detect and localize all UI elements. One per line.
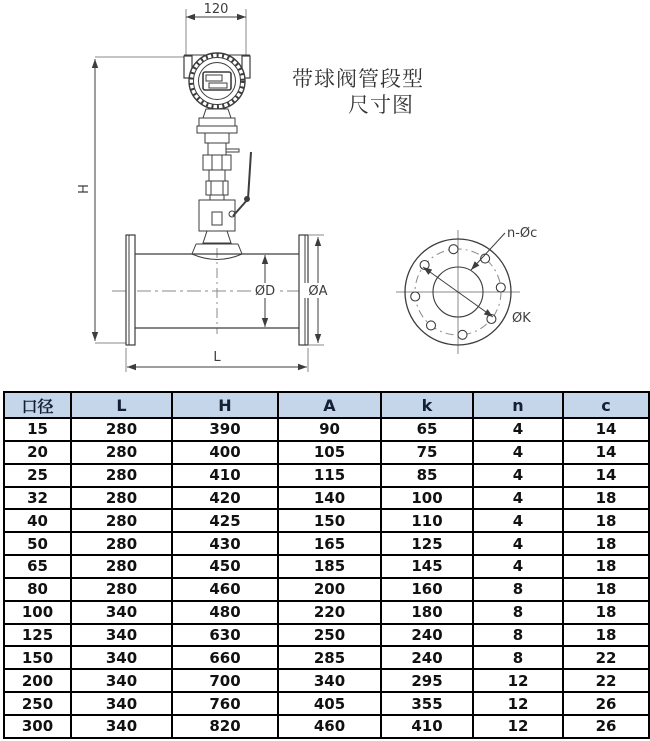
table-row: [4, 509, 649, 532]
table-cell: 340: [71, 624, 172, 647]
table-cell: 180: [381, 601, 473, 624]
valve-handle: [233, 152, 251, 216]
header-cell-diameter: 口径: [4, 392, 71, 418]
table-cell: 340: [71, 669, 172, 692]
table-cell: 14: [563, 418, 649, 441]
table-row: [4, 601, 649, 624]
table-cell: 460: [278, 715, 381, 738]
table-cell: 18: [563, 555, 649, 578]
table-cell: 165: [278, 532, 381, 555]
dim-label-K: ØK: [512, 311, 531, 326]
table-cell: 300: [4, 715, 71, 738]
table-cell: 25: [4, 464, 71, 487]
table-cell: 410: [172, 464, 278, 487]
bleed-pin: [226, 149, 239, 152]
table-cell: 105: [278, 441, 381, 464]
table-row: [4, 578, 649, 601]
table-cell: 125: [381, 532, 473, 555]
table-cell: 760: [172, 692, 278, 715]
table-cell: 110: [381, 509, 473, 532]
table-cell: 4: [473, 509, 563, 532]
table-cell: 410: [381, 715, 473, 738]
table-cell: 240: [381, 646, 473, 669]
table-cell: 8: [473, 601, 563, 624]
table-cell: 20: [4, 441, 71, 464]
table-cell: 405: [278, 692, 381, 715]
table-cell: 18: [563, 532, 649, 555]
dim-label-dia-A: ØA: [308, 284, 328, 299]
table-cell: 14: [563, 441, 649, 464]
table-cell: 18: [563, 578, 649, 601]
table-cell: 280: [71, 441, 172, 464]
dimension-L: [126, 348, 308, 372]
drawing-title-line2: 尺寸图: [348, 94, 414, 117]
table-cell: 115: [278, 464, 381, 487]
table-cell: 480: [172, 601, 278, 624]
table-cell: 150: [4, 646, 71, 669]
table-cell: 4: [473, 487, 563, 510]
table-cell: 285: [278, 646, 381, 669]
table-cell: 4: [473, 532, 563, 555]
table-row: [4, 464, 649, 487]
table-cell: 355: [381, 692, 473, 715]
table-cell: 340: [278, 669, 381, 692]
table-cell: 295: [381, 669, 473, 692]
table-cell: 400: [172, 441, 278, 464]
dim-label-120: 120: [203, 2, 229, 17]
dim-label-H: H: [77, 184, 92, 194]
table-cell: 50: [4, 532, 71, 555]
dimension-table-body: [4, 418, 649, 738]
table-row: [4, 646, 649, 669]
table-cell: 12: [473, 715, 563, 738]
table-cell: 100: [4, 601, 71, 624]
table-cell: 340: [71, 715, 172, 738]
table-cell: 280: [71, 464, 172, 487]
table-cell: 65: [4, 555, 71, 578]
meter-transmitter-head: [184, 53, 250, 126]
dim-label-L: L: [213, 350, 221, 365]
table-cell: 250: [278, 624, 381, 647]
table-cell: 12: [473, 669, 563, 692]
stem-and-ball-valve: [192, 126, 251, 260]
table-cell: 340: [71, 601, 172, 624]
table-cell: 15: [4, 418, 71, 441]
table-cell: 12: [473, 692, 563, 715]
table-cell: 85: [381, 464, 473, 487]
table-row: [4, 487, 649, 510]
table-cell: 700: [172, 669, 278, 692]
table-cell: 90: [278, 418, 381, 441]
table-cell: 100: [381, 487, 473, 510]
table-cell: 280: [71, 487, 172, 510]
table-row: [4, 669, 649, 692]
table-cell: 22: [563, 669, 649, 692]
table-row: [4, 418, 649, 441]
dimension-table: [3, 391, 650, 739]
table-cell: 200: [278, 578, 381, 601]
table-cell: 80: [4, 578, 71, 601]
table-cell: 26: [563, 715, 649, 738]
table-cell: 18: [563, 624, 649, 647]
table-cell: 280: [71, 578, 172, 601]
table-cell: 200: [4, 669, 71, 692]
flange-face-view: [396, 230, 520, 354]
table-cell: 250: [4, 692, 71, 715]
header-cell-k: k: [381, 392, 473, 418]
table-cell: 22: [563, 646, 649, 669]
pipe-section: [112, 235, 322, 345]
dim-label-n-c: n-Øc: [507, 226, 538, 241]
table-row: [4, 555, 649, 578]
drawing-title-line1: 带球阀管段型: [292, 68, 424, 91]
table-cell: 150: [278, 509, 381, 532]
table-row: [4, 692, 649, 715]
table-cell: 280: [71, 509, 172, 532]
table-cell: 40: [4, 509, 71, 532]
header-cell-A: A: [278, 392, 381, 418]
table-cell: 125: [4, 624, 71, 647]
table-cell: 185: [278, 555, 381, 578]
table-row: [4, 624, 649, 647]
table-cell: 340: [71, 646, 172, 669]
table-cell: 26: [563, 692, 649, 715]
left-flange: [126, 235, 135, 345]
table-cell: 390: [172, 418, 278, 441]
header-cell-c: c: [563, 392, 649, 418]
table-cell: 8: [473, 646, 563, 669]
table-cell: 18: [563, 509, 649, 532]
table-cell: 4: [473, 441, 563, 464]
table-cell: 8: [473, 578, 563, 601]
table-cell: 4: [473, 464, 563, 487]
table-row: [4, 532, 649, 555]
table-cell: 140: [278, 487, 381, 510]
table-row: [4, 441, 649, 464]
table-cell: 4: [473, 418, 563, 441]
table-cell: 280: [71, 418, 172, 441]
table-cell: 32: [4, 487, 71, 510]
table-cell: 8: [473, 624, 563, 647]
table-cell: 4: [473, 555, 563, 578]
table-cell: 660: [172, 646, 278, 669]
table-cell: 425: [172, 509, 278, 532]
drawing-title: [292, 68, 424, 117]
header-cell-H: H: [172, 392, 278, 418]
dim-label-dia-D: ØD: [254, 284, 276, 299]
table-cell: 14: [563, 464, 649, 487]
table-cell: 18: [563, 601, 649, 624]
dimension-dia-D: [251, 255, 279, 327]
table-cell: 430: [172, 532, 278, 555]
table-cell: 18: [563, 487, 649, 510]
table-cell: 280: [71, 532, 172, 555]
table-header-row: [4, 392, 649, 418]
table-cell: 820: [172, 715, 278, 738]
dimension-K: [512, 311, 531, 326]
table-cell: 630: [172, 624, 278, 647]
table-cell: 460: [172, 578, 278, 601]
table-cell: 145: [381, 555, 473, 578]
header-cell-L: L: [71, 392, 172, 418]
table-cell: 75: [381, 441, 473, 464]
table-cell: 340: [71, 692, 172, 715]
dimension-n-c: [471, 226, 537, 270]
table-cell: 160: [381, 578, 473, 601]
table-row: [4, 715, 649, 738]
table-cell: 420: [172, 487, 278, 510]
table-cell: 450: [172, 555, 278, 578]
table-cell: 280: [71, 555, 172, 578]
table-cell: 65: [381, 418, 473, 441]
table-cell: 220: [278, 601, 381, 624]
header-cell-n: n: [473, 392, 563, 418]
dimension-120: [186, 2, 246, 55]
table-cell: 240: [381, 624, 473, 647]
